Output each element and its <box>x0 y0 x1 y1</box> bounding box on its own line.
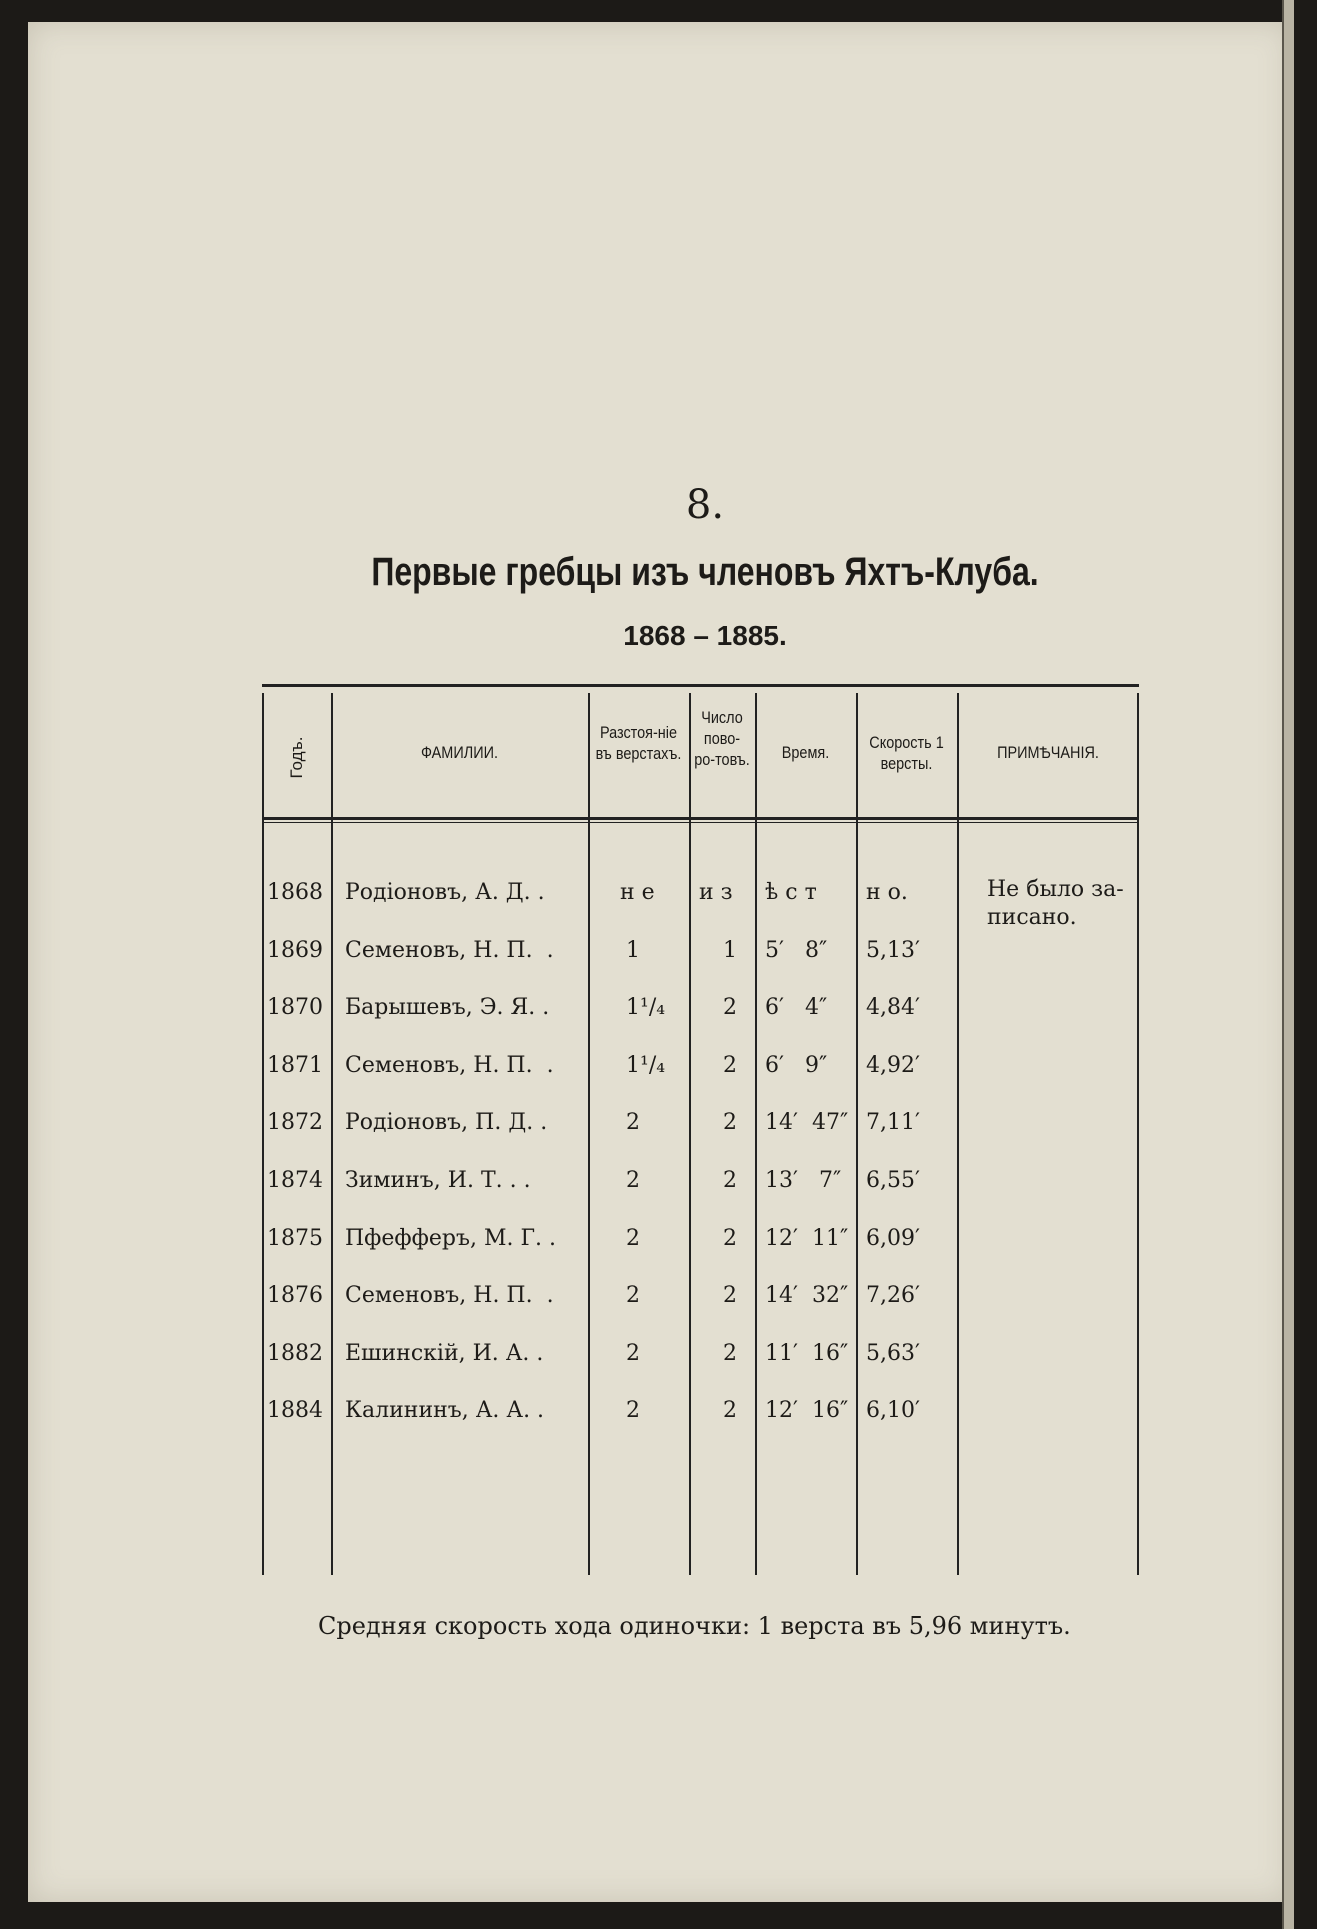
cell-time: 14′ 47″ <box>765 1110 849 1136</box>
cell-year: 1874 <box>267 1168 323 1193</box>
cell-year: 1872 <box>267 1110 323 1136</box>
column-header: ФАМИЛИИ. <box>420 743 499 762</box>
column-rule <box>856 693 858 1575</box>
cell-dist: 2 <box>626 1168 640 1193</box>
cell-speed: 5,63′ <box>866 1340 920 1366</box>
cell-year: 1884 <box>267 1398 323 1424</box>
column-header: Годъ. <box>287 736 306 779</box>
column-header: Скорость 1 версты. <box>869 733 944 773</box>
cell-name: Семеновъ, Н. П. . <box>345 937 554 963</box>
cell-turns: 2 <box>723 1283 737 1309</box>
page-number: 8. <box>685 482 725 528</box>
rowers-table <box>262 684 1139 1575</box>
header-divider <box>262 817 1139 820</box>
cell-name: Пфефферъ, М. Г. . <box>345 1225 557 1251</box>
year-range: 1868 – 1885. <box>623 620 787 651</box>
column-rule <box>262 693 264 1575</box>
header-divider-2 <box>262 822 1139 823</box>
cell-year: 1869 <box>267 937 323 963</box>
cell-turns: 2 <box>723 1168 737 1193</box>
cell-dist: 2 <box>626 1225 640 1251</box>
cell-turns: 2 <box>723 1110 737 1136</box>
cell-speed: 5,13′ <box>866 937 920 963</box>
cell-speed: 4,84′ <box>866 995 920 1021</box>
column-rule <box>588 693 590 1575</box>
cell-name: Барышевъ, Э. Я. . <box>345 995 550 1021</box>
cell-year: 1876 <box>267 1283 323 1309</box>
cell-turns: 2 <box>723 1340 737 1366</box>
cell-time: 11′ 16″ <box>765 1340 849 1366</box>
average-speed-note: Средняя скорость хода одиночки: 1 верста въ 5,96 минутъ. <box>318 1612 1071 1640</box>
cell-dist: 2 <box>626 1340 640 1366</box>
cell-speed: 7,11′ <box>866 1110 920 1136</box>
cell-time: 12′ 11″ <box>765 1225 849 1251</box>
cell-time: 14′ 32″ <box>765 1283 849 1309</box>
column-rule <box>331 693 333 1575</box>
cell-year: 1868 <box>267 880 323 905</box>
cell-note: Не было за-писано. <box>987 877 1124 930</box>
cell-dist: 2 <box>626 1283 640 1309</box>
cell-year: 1871 <box>267 1052 323 1078</box>
cell-turns: и з <box>699 880 733 905</box>
column-rule <box>755 693 757 1575</box>
cell-name: Семеновъ, Н. П. . <box>345 1283 554 1309</box>
cell-turns: 2 <box>723 1052 737 1078</box>
column-rule <box>957 693 959 1575</box>
column-rule <box>1137 693 1139 1575</box>
cell-dist: 2 <box>626 1110 640 1136</box>
cell-name: Ешинскій, И. А. . <box>345 1340 544 1366</box>
cell-year: 1875 <box>267 1225 323 1251</box>
cell-time: 6′ 4″ <box>765 995 828 1021</box>
cell-speed: н о. <box>866 880 908 905</box>
cell-time: 13′ 7″ <box>765 1168 842 1193</box>
column-header: Время. <box>781 743 830 762</box>
cell-speed: 7,26′ <box>866 1283 920 1309</box>
cell-dist: 1¹/₄ <box>626 1052 666 1078</box>
cell-year: 1882 <box>267 1340 323 1366</box>
cell-turns: 2 <box>723 1398 737 1424</box>
cell-time: ѣ с т <box>765 880 817 905</box>
column-header: Число пово-ро-товъ. <box>694 708 750 769</box>
column-rule <box>689 693 691 1575</box>
cell-turns: 2 <box>723 995 737 1021</box>
cell-turns: 2 <box>723 1225 737 1251</box>
cell-speed: 6,10′ <box>866 1398 920 1424</box>
cell-name: Семеновъ, Н. П. . <box>345 1052 554 1078</box>
cell-speed: 4,92′ <box>866 1052 920 1078</box>
cell-speed: 6,09′ <box>866 1225 920 1251</box>
cell-time: 5′ 8″ <box>765 937 828 963</box>
cell-dist: н е <box>620 880 655 905</box>
cell-dist: 1¹/₄ <box>626 995 666 1021</box>
cell-time: 6′ 9″ <box>765 1052 828 1078</box>
cell-year: 1870 <box>267 995 323 1021</box>
cell-dist: 1 <box>626 937 640 963</box>
cell-time: 12′ 16″ <box>765 1398 849 1424</box>
page-title: Первые гребцы изъ членовъ Яхтъ-Клуба. <box>371 550 1039 594</box>
cell-name: Родіоновъ, А. Д. . <box>345 880 545 905</box>
cell-speed: 6,55′ <box>866 1168 920 1193</box>
column-header: ПРИМѢЧАНІЯ. <box>997 743 1099 762</box>
cell-name: Калининъ, А. А. . <box>345 1398 545 1424</box>
cell-name: Зиминъ, И. Т. . . <box>345 1168 531 1193</box>
cell-dist: 2 <box>626 1398 640 1424</box>
cell-turns: 1 <box>723 937 737 963</box>
cell-name: Родіоновъ, П. Д. . <box>345 1110 548 1136</box>
column-header: Разстоя-ніе въ верстахъ. <box>595 723 682 763</box>
page-edge <box>1282 0 1294 1929</box>
